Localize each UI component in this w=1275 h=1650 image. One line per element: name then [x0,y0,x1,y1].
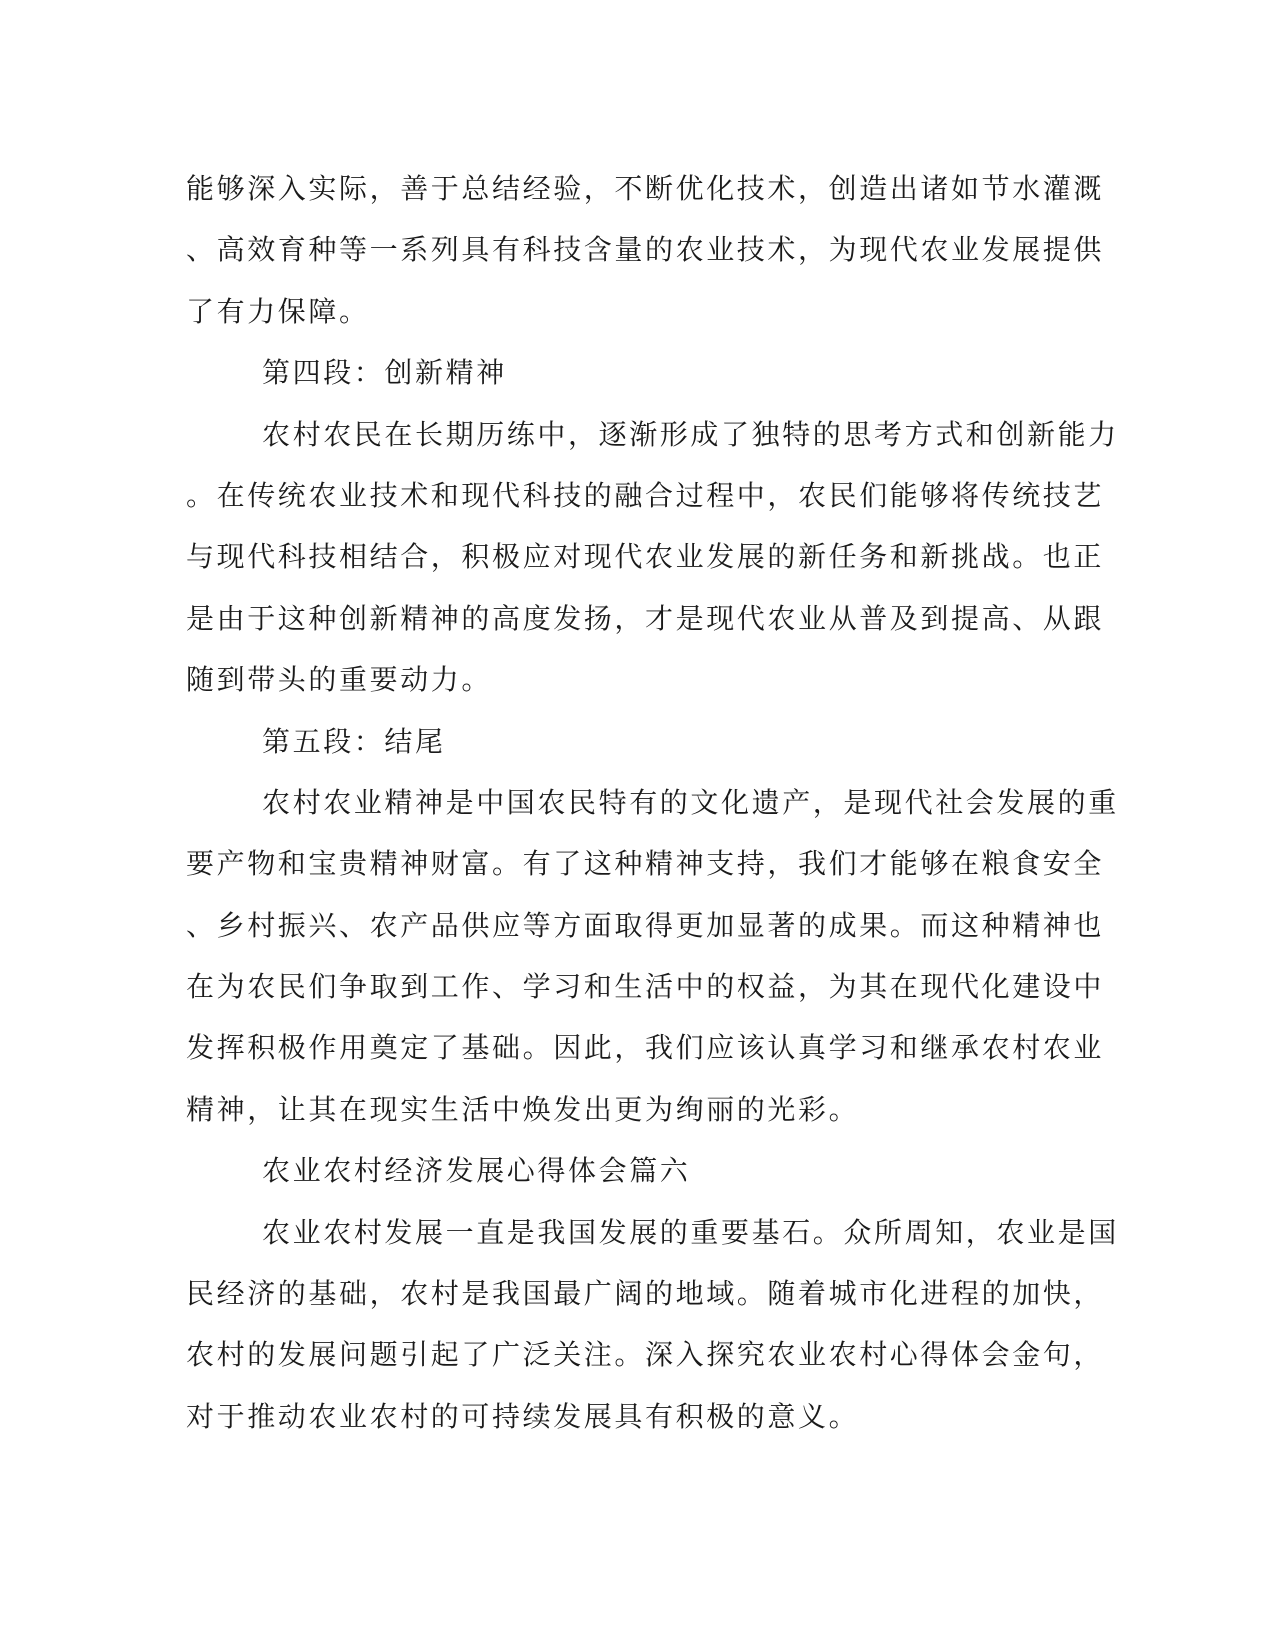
text-line: 与现代科技相结合，积极应对现代农业发展的新任务和新挑战。也正 [186,540,1105,574]
text-line: 了有力保障。 [186,294,370,328]
text-line: 是由于这种创新精神的高度发扬，才是现代农业从普及到提高、从跟 [186,601,1105,635]
text-line: 、高效育种等一系列具有科技含量的农业技术，为现代农业发展提供 [186,233,1105,267]
paragraph-start-line: 农业农村发展一直是我国发展的重要基石。众所周知，农业是国 [262,1215,1119,1249]
text-line: 民经济的基础，农村是我国最广阔的地域。随着城市化进程的加快， [186,1277,1105,1311]
text-line: 。在传统农业技术和现代科技的融合过程中，农民们能够将传统技艺 [186,478,1105,512]
text-line: 、乡村振兴、农产品供应等方面取得更加显著的成果。而这种精神也 [186,908,1105,942]
text-line: 对于推动农业农村的可持续发展具有积极的意义。 [186,1399,860,1433]
text-line: 农村的发展问题引起了广泛关注。深入探究农业农村心得体会金句， [186,1338,1105,1372]
text-line: 随到带头的重要动力。 [186,663,493,697]
text-line: 要产物和宝贵精神财富。有了这种精神支持，我们才能够在粮食安全 [186,847,1105,881]
text-line: 能够深入实际，善于总结经验，不断优化技术，创造出诸如节水灌溉 [186,172,1105,205]
paragraph-start-line: 第五段：结尾 [262,724,446,758]
text-line: 发挥积极作用奠定了基础。因此，我们应该认真学习和继承农村农业 [186,1031,1105,1065]
paragraph-start-line: 农业农村经济发展心得体会篇六 [262,1154,691,1188]
text-line: 在为农民们争取到工作、学习和生活中的权益，为其在现代化建设中 [186,970,1105,1004]
document-body [186,158,1119,1447]
paragraph-start-line: 第四段：创新精神 [262,356,507,390]
paragraph-start-line: 农村农民在长期历练中，逐渐形成了独特的思考方式和创新能力 [262,417,1119,451]
paragraph-start-line: 农村农业精神是中国农民特有的文化遗产，是现代社会发展的重 [262,785,1119,819]
text-line: 精神，让其在现实生活中焕发出更为绚丽的光彩。 [186,1092,860,1126]
